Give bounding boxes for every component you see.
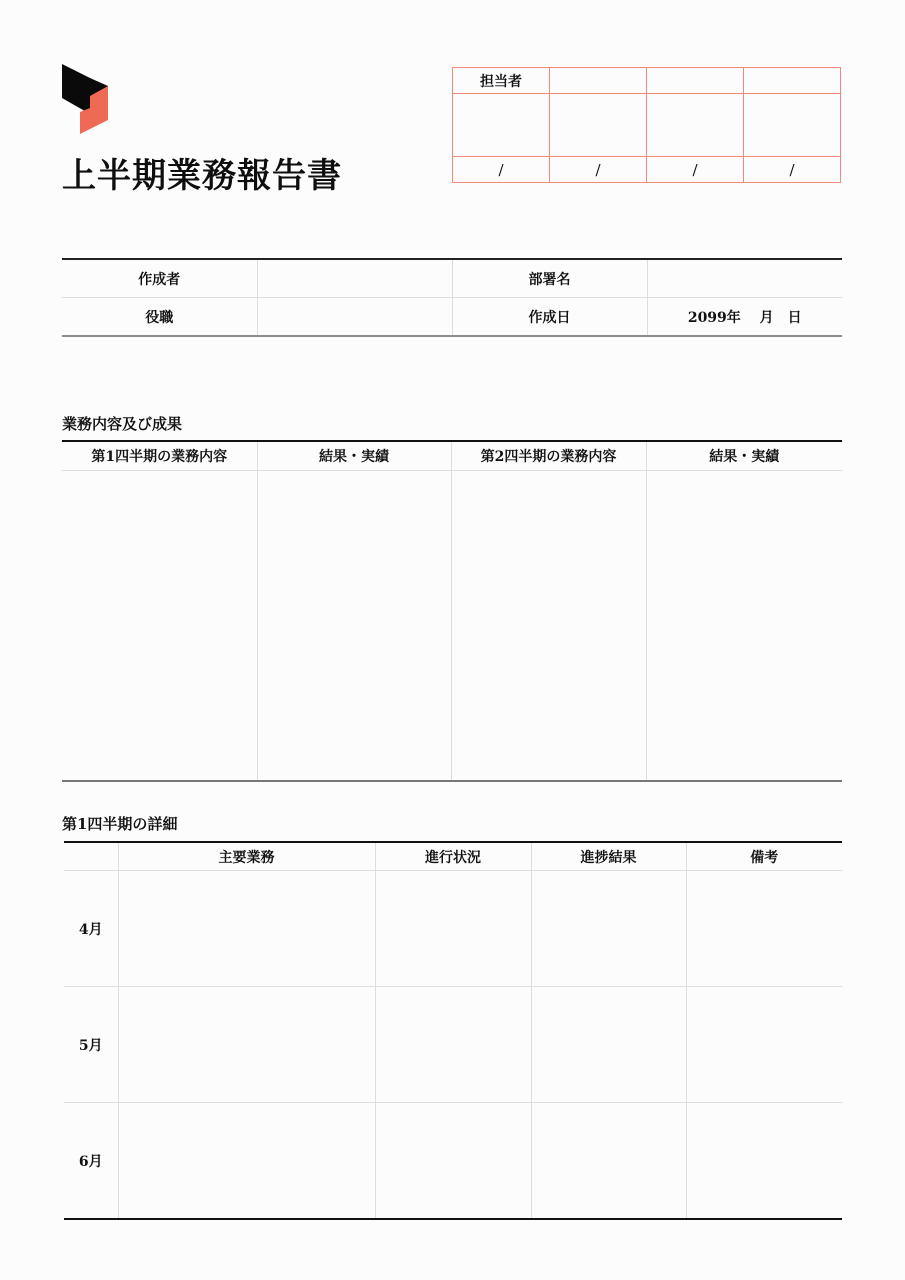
notes-field[interactable] — [686, 1103, 842, 1220]
status-field[interactable] — [375, 1103, 531, 1220]
author-field[interactable] — [257, 259, 452, 298]
month-label: 6月 — [64, 1103, 118, 1220]
department-label: 部署名 — [452, 259, 647, 298]
stamp-seal-cell[interactable] — [647, 94, 744, 157]
month-label: 5月 — [64, 987, 118, 1103]
q2-tasks-field[interactable] — [451, 471, 646, 782]
notes-field[interactable] — [686, 871, 842, 987]
q1-details-table — [64, 841, 842, 1220]
results-header: 結果・実績 — [257, 441, 451, 471]
stamp-seal-cell[interactable] — [453, 94, 550, 157]
stamp-seal-cell[interactable] — [744, 94, 841, 157]
result-field[interactable] — [531, 871, 686, 987]
author-info-table — [62, 258, 842, 337]
q2-results-field[interactable] — [646, 471, 842, 782]
table-row — [64, 987, 842, 1103]
stamp-date-cell[interactable]: / — [550, 157, 647, 183]
results-section-title: 業務内容及び成果 — [62, 415, 183, 433]
stamp-header-cell[interactable] — [744, 68, 841, 94]
position-field[interactable] — [257, 298, 452, 337]
details-header: 進行状況 — [375, 842, 531, 871]
main-task-field[interactable] — [118, 1103, 375, 1220]
approval-stamp-table — [452, 67, 841, 183]
stamp-date-cell[interactable]: / — [744, 157, 841, 183]
results-header: 第2四半期の業務内容 — [451, 441, 646, 471]
position-label: 役職 — [62, 298, 257, 337]
date-field[interactable]: 2099年 月 日 — [687, 309, 802, 326]
table-row — [64, 871, 842, 987]
result-field[interactable] — [531, 987, 686, 1103]
main-task-field[interactable] — [118, 871, 375, 987]
result-field[interactable] — [531, 1103, 686, 1220]
main-task-field[interactable] — [118, 987, 375, 1103]
month-label: 4月 — [64, 871, 118, 987]
company-logo-icon — [60, 62, 110, 134]
status-field[interactable] — [375, 987, 531, 1103]
details-header-month — [64, 842, 118, 871]
stamp-header-label: 担当者 — [453, 68, 550, 94]
stamp-date-cell[interactable]: / — [647, 157, 744, 183]
date-label: 作成日 — [452, 298, 647, 337]
stamp-seal-cell[interactable] — [550, 94, 647, 157]
stamp-header-cell[interactable] — [647, 68, 744, 94]
details-header: 備考 — [686, 842, 842, 871]
page-title: 上半期業務報告書 — [62, 156, 342, 196]
q1-results-field[interactable] — [257, 471, 451, 782]
table-row — [64, 1103, 842, 1220]
details-section-title: 第1四半期の詳細 — [62, 815, 178, 833]
stamp-date-cell[interactable]: / — [453, 157, 550, 183]
stamp-header-cell[interactable] — [550, 68, 647, 94]
details-header: 進捗結果 — [531, 842, 686, 871]
results-header: 結果・実績 — [646, 441, 842, 471]
notes-field[interactable] — [686, 987, 842, 1103]
details-header: 主要業務 — [118, 842, 375, 871]
results-table — [62, 440, 842, 782]
status-field[interactable] — [375, 871, 531, 987]
q1-tasks-field[interactable] — [62, 471, 257, 782]
author-label: 作成者 — [62, 259, 257, 298]
results-header: 第1四半期の業務内容 — [62, 441, 257, 471]
department-field[interactable] — [647, 259, 842, 298]
